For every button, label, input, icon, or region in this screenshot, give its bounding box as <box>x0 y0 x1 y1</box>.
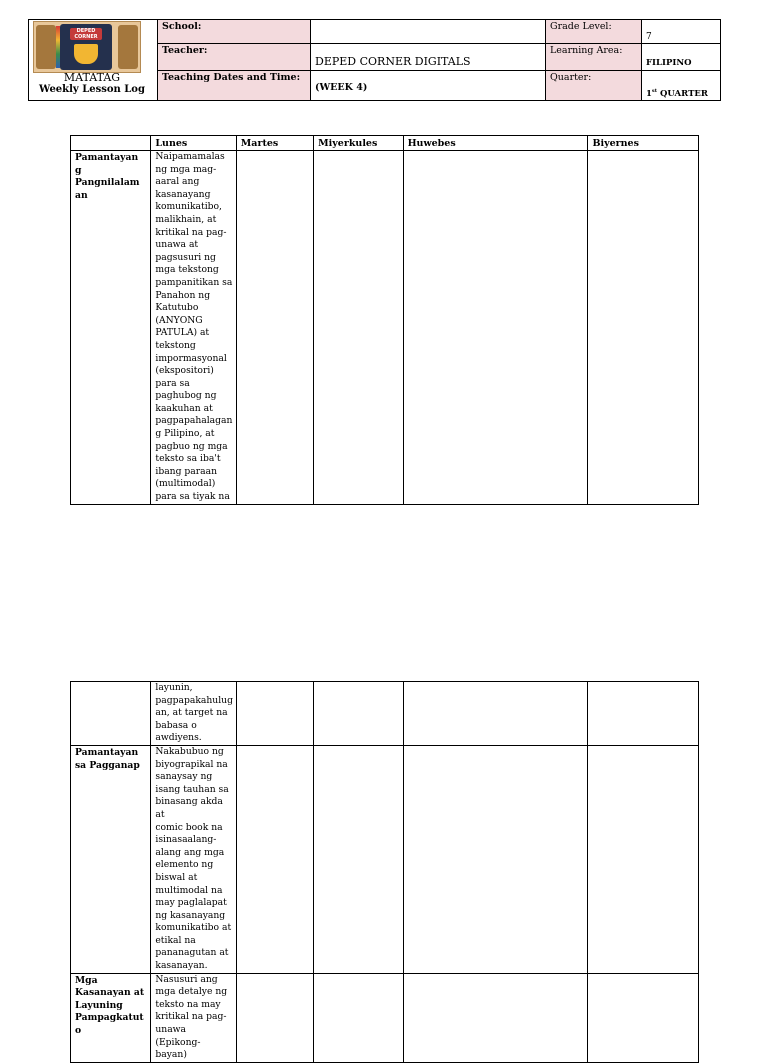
quarter-value <box>642 71 721 101</box>
content-standard-continued-lunes: layunin, pagpapakahulug an, at target na babasa o awdiyens. <box>151 682 236 746</box>
content-standard-continued-row <box>71 682 699 746</box>
logo-cell <box>29 20 158 101</box>
learning-area-value: FILIPINO <box>642 44 721 71</box>
corner-header <box>71 136 151 151</box>
quarter-number: 1 <box>646 88 652 99</box>
cell-empty <box>588 973 699 1062</box>
grade-level-value: 7 <box>642 20 721 44</box>
teaching-dates-value: (WEEK 4) <box>311 71 546 101</box>
cell-empty <box>403 973 588 1062</box>
school-value <box>311 20 546 44</box>
day-header-miyerkules: Miyerkules <box>314 136 403 151</box>
content-standard-biyernes <box>588 151 699 505</box>
cell-empty <box>314 682 403 746</box>
logo-cup-icon <box>74 44 98 64</box>
content-standard-miyerkules <box>314 151 403 505</box>
performance-standard-lunes: Nakabubuo ng biyograpikal na sanaysay ng isang tauhan sa binasang akda at comic book na isinasaalang- alang ang mga elemento ng biswal at multimodal na may paglalapat ng kasanayang komunikatibo at etikal na pananagutan at kasanayan. <box>151 745 236 973</box>
day-header-biyernes: Biyernes <box>588 136 699 151</box>
cell-empty <box>588 745 699 973</box>
learning-competencies-row <box>71 973 699 1062</box>
lesson-plan-table-continued <box>70 681 699 1063</box>
row-label-learning-competencies: Mga Kasanayan at Layuning Pampagkatut o <box>71 973 151 1062</box>
weekly-lesson-log-title: Weekly Lesson Log <box>39 84 145 95</box>
day-header-lunes: Lunes <box>151 136 236 151</box>
learning-competencies-lunes: Nasusuri ang mga detalye ng teksto na may kritikal na pag- unawa (Epikong- bayan) <box>151 973 236 1062</box>
row-label-content-standard: Pamantayan g Pangnilalam an <box>71 151 151 505</box>
lesson-log-header <box>28 19 721 101</box>
row-label-empty <box>71 682 151 746</box>
quarter-word: QUARTER <box>657 88 708 99</box>
logo-ornament-right <box>118 25 138 69</box>
school-label: School: <box>158 20 311 44</box>
quarter-suffix: st <box>651 88 658 94</box>
content-standard-lunes: Naipamamalas ng mga mag- aaral ang kasanayang komunikatibo, malikhain, at kritikal na pag- unawa at pagsusuri ng mga tekstong pampanitikan sa Panahon ng Katutubo (ANYONG PATULA) at tekstong impormasyonal (ekspositori) para sa paghubog ng kaakuhan at pagpapahalagan g Pilipino, at pagbuo ng mga teksto sa iba't ibang paraan (multimodal) para sa tiyak na <box>151 151 236 505</box>
cell-empty <box>314 745 403 973</box>
teaching-dates-label: Teaching Dates and Time: <box>158 71 311 101</box>
content-standard-huwebes <box>403 151 588 505</box>
cell-empty <box>236 973 313 1062</box>
cell-empty <box>588 682 699 746</box>
cell-empty <box>403 745 588 973</box>
logo-caption: MATATAG <box>63 71 121 84</box>
teacher-label: Teacher: <box>158 44 311 71</box>
content-standard-martes <box>236 151 313 505</box>
row-label-performance-standard: Pamantayan sa Pagganap <box>71 745 151 973</box>
logo-ornament-left <box>36 25 56 69</box>
deped-corner-badge: DEPED CORNER <box>70 28 102 40</box>
cell-empty <box>236 745 313 973</box>
cell-empty <box>314 973 403 1062</box>
content-standard-row <box>71 151 699 505</box>
grade-level-label: Grade Level: <box>546 20 642 44</box>
lesson-plan-table <box>70 135 699 505</box>
quarter-label: Quarter: <box>546 71 642 101</box>
matatag-logo <box>33 21 141 73</box>
performance-standard-row <box>71 745 699 973</box>
day-header-huwebes: Huwebes <box>403 136 588 151</box>
teacher-value: DEPED CORNER DIGITALS <box>311 44 546 71</box>
day-header-martes: Martes <box>236 136 313 151</box>
day-header-row <box>71 136 699 151</box>
learning-area-label: Learning Area: <box>546 44 642 71</box>
cell-empty <box>236 682 313 746</box>
cell-empty <box>403 682 588 746</box>
